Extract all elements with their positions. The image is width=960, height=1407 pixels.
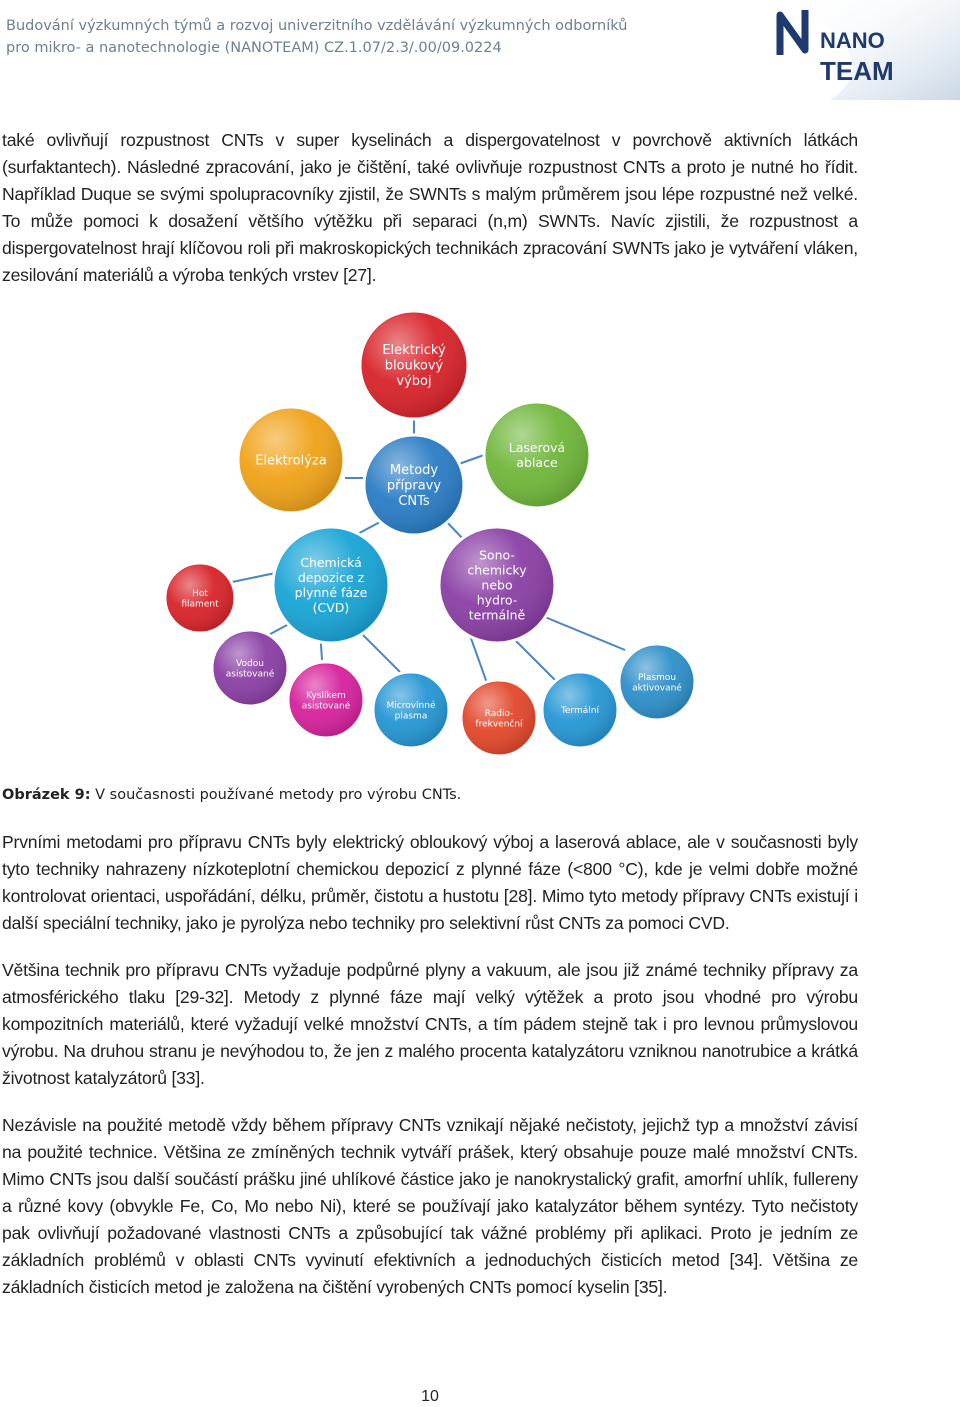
method-node-label-line: nebo [481,577,513,593]
figure-caption [2,787,461,803]
method-node-label-line: asistované [225,669,275,680]
center-node [364,435,464,535]
page-number: 10 [421,1388,439,1405]
method-node-label-line: Elektrický [382,342,446,358]
method-node-label-line: Sono- [479,547,515,563]
paragraph-3: Většina technik pro přípravu CNTs vyžaduje podpůrné plyny a vakuum, ale jsou již známé techniky přípravy za atmosférického tlaku [29-32]. Metody z plynné fáze mají velký výtěžek a proto jsou vhodné pro výrobu kompozitních materiálů, které vyžadují velké množství CNTs, a tím pádem stejně tak i pro levnou průmyslovou výrobu. Na druhou stranu je nevýhodou to, že jen z malého procenta katalyzátoru vzniknou nanotrubice a krátká životnost katalyzátorů [33]. [2,960,858,1088]
header-project-code: pro mikro- a nanotechnologie (NANOTEAM) CZ.1.07/2.3/.00/09.0224 [6,40,502,56]
method-node-label-line: Elektrolýza [255,453,327,469]
method-node [461,680,537,756]
method-node-label-line: asistované [301,701,351,712]
method-node-label-line: Termální [560,706,600,717]
center-node-label-line: přípravy [386,478,442,494]
method-node [238,407,344,513]
paragraph-4: Nezávisle na použité metodě vždy během přípravy CNTs vznikají nějaké nečistoty, jejichž typ a množství závisí na použité technice. Většina ze zmíněných technik vytváří prášek, který obsahuje pouze malé množství CNTs. Mimo CNTs jsou další součástí prášku jiné uhlíkové částice jako je nanokrystalický grafit, amorfní uhlík, fullereny a různé kovy (obvykle Fe, Co, Mo nebo Ni), které se používají jako katalyzátor během syntézy. Tyto nečistoty pak ovlivňují požadované vlastnosti CNTs a způsobující tak vážné problémy při aplikaci. Proto je jedním ze základních problémů v oblasti CNTs vyvinutí efektivních a jednoduchých čisticích metod [34]. Většina ze základních čisticích metod je založena na čištění vyrobených CNTs pomocí kyselin [35]. [2,1115,858,1297]
caption-text: V současnosti používané metody pro výrobu CNTs. [95,787,462,803]
method-node-label-line: plasma [394,711,428,722]
method-node-label-line: termálně [468,607,526,623]
method-node-label-line: výboj [396,374,432,390]
center-node-label-line: CNTs [398,494,430,510]
method-node-label-line: frekvenční [475,719,523,730]
method-node-label-line: Plasmou [637,672,677,683]
method-node-label-line: (CVD) [312,599,350,615]
method-node-label-line: filament [181,599,219,610]
method-node-label-line: aktivované [632,683,682,694]
center-node-label-line: Metody [389,462,439,478]
logo-text-top: NANO [820,28,885,53]
method-node-label-line: Vodou [236,658,264,669]
method-node-label-line: depozice z [297,569,365,585]
method-node [360,311,468,419]
nanoteam-logo [770,0,960,100]
methods-diagram [0,300,960,780]
method-node-label-line: Kyslíkem [306,690,346,701]
method-node [439,527,555,643]
method-node-label-line: ablace [516,454,558,470]
logo-text-bottom: TEAM [820,56,894,86]
method-node [373,672,449,748]
method-node-label-line: chemicky [467,562,527,578]
method-node [212,630,288,706]
paragraph-1: také ovlivňují rozpustnost CNTs v super kyselinách a dispergovatelnost v povrchově aktivních látkách (surfaktantech). Následné zpracování, jako je čištění, také ovlivňuje rozpustnost CNTs a proto je nutné ho řídit. Například Duque se svými spolupracovníky zjistil, že SWNTs s malým průměrem jsou lépe rozpustné než velké. To může pomoci k dosažení většího výtěžku při separaci (n,m) SWNTs. Navíc zjistili, že rozpustnost a dispergovatelnost hrají klíčovou roli při makroskopických technikách zpracování SWNTs jako je vytváření vláken, zesilování materiálů a výroba tenkých vrstev [27]. [2,130,858,285]
method-node-label-line: Microvlnné [386,700,436,711]
caption-label: Obrázek 9: [2,787,91,803]
method-node-label-line: Radio- [484,708,514,719]
method-node [165,563,235,633]
page-header [0,0,960,100]
method-node-label-line: hydro- [476,592,518,608]
method-node [619,644,695,720]
method-node [273,527,389,643]
method-node-label-line: Laserová [508,439,566,455]
method-node [288,662,364,738]
method-node-label-line: plynné fáze [294,584,368,600]
header-project-title: Budování výzkumných týmů a rozvoj univerzitního vzdělávání výzkumných odborníků [6,18,628,34]
method-node [484,402,590,508]
method-node-label-line: bloukový [384,358,444,374]
paragraph-2: Prvními metodami pro přípravu CNTs byly elektrický obloukový výboj a laserová ablace, ale v současnosti byly tyto techniky nahrazeny nízkoteplotní chemickou depozicí z plynné fáze (<800 °C), kde je velmi dobře možné kontrolovat orientaci, uspořádání, délku, průměr, čistotu a hustotu [28]. Mimo tyto metody přípravy CNTs existují i další speciální techniky, jako je pyrolýza nebo techniky pro selektivní růst CNTs za pomoci CVD. [2,832,858,933]
method-node [542,672,618,748]
method-node-label-line: Hot [192,588,208,599]
method-node-label-line: Chemická [300,554,362,570]
